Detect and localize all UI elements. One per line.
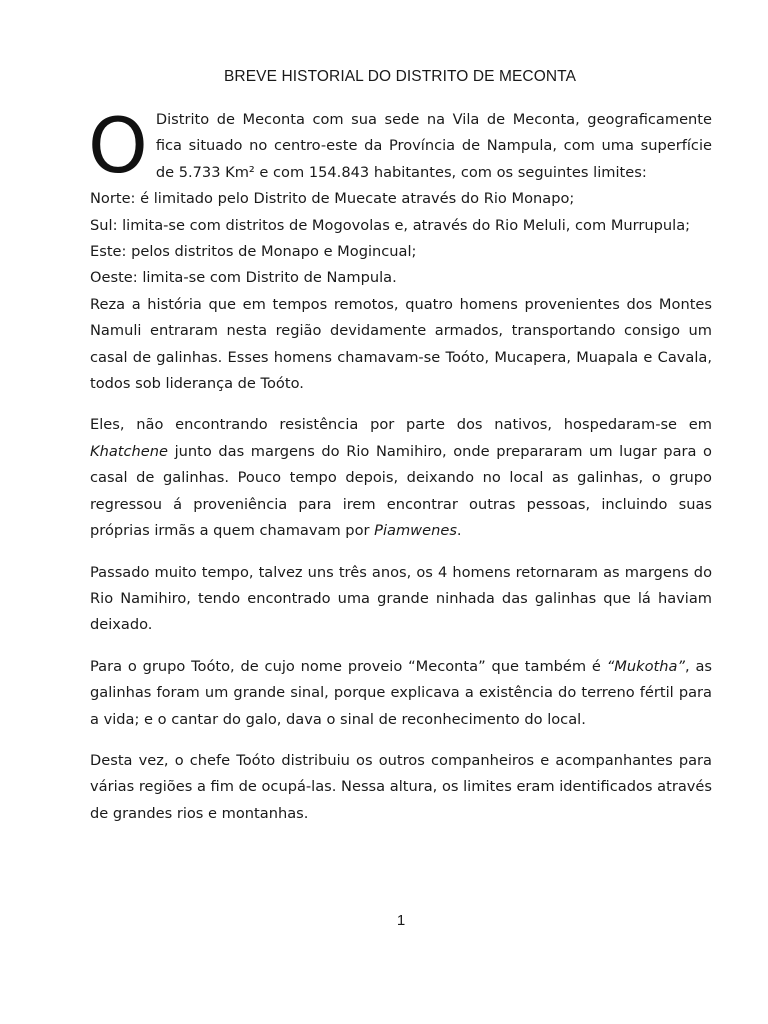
name-origin-paragraph xyxy=(90,654,712,733)
page-number: 1 xyxy=(396,912,406,929)
nativos-text-3: . xyxy=(456,522,462,540)
document-title: BREVE HISTORIAL DO DISTRITO DE MECONTA xyxy=(223,68,577,85)
nativos-text-1: Eles, não encontrando resistência por parte dos nativos, hospedaram-se em xyxy=(90,416,712,434)
name-origin-text-2: , as galinhas foram um grande sinal, porque explicava a existência do terreno fértil para a vida; e o cantar do galo, dava o sinal de reconhecimento do local. xyxy=(90,657,712,728)
nativos-text-2: junto das margens do Rio Namihiro, onde prepararam um lugar para o casal de galinhas. Pouco tempo depois, deixando no local as galinhas, o grupo regressou á proveniência para irem encontrar outras pessoas, incluindo suas próprias irmãs a quem chamavam por xyxy=(90,442,712,540)
name-origin-text-1: Para o grupo Toóto, de cujo nome proveio “Meconta” que também é xyxy=(90,657,607,675)
intro-paragraph xyxy=(88,101,712,190)
limit-south: Sul: limita-se com distritos de Mogovolas e, através do Rio Meluli, com Murrupula; xyxy=(90,216,691,234)
nativos-paragraph xyxy=(90,412,712,544)
limit-north: Norte: é limitado pelo Distrito de Muecate através do Rio Monapo; xyxy=(90,190,575,208)
term-mukotha: “Mukotha” xyxy=(606,657,685,675)
distribution-paragraph: Desta vez, o chefe Toóto distribuiu os outros companheiros e acompanhantes para várias regiões a fim de ocupá-las. Nessa altura, os limites eram identificados através de grandes rios e montanhas. xyxy=(90,751,712,822)
document-body xyxy=(88,101,712,827)
term-piamwenes: Piamwenes xyxy=(374,522,457,540)
place-name-khatchene: Khatchene xyxy=(90,442,168,460)
history-paragraph: Reza a história que em tempos remotos, quatro homens provenientes dos Montes Namuli entraram nesta região devidamente armados, transportando consigo um casal de galinhas. Esses homens chamavam-se Toóto, Mucapera, Muapala e Cavala, todos sob liderança de Toóto. xyxy=(90,295,712,393)
return-paragraph: Passado muito tempo, talvez uns três anos, os 4 homens retornaram as margens do Rio Namihiro, tendo encontrado uma grande ninhada das galinhas que lá haviam deixado. xyxy=(90,563,712,634)
limit-west: Oeste: limita-se com Distrito de Nampula. xyxy=(90,269,397,287)
intro-text: Distrito de Meconta com sua sede na Vila de Meconta, geograficamente fica situado no centro-este da Província de Nampula, com uma superfície de 5.733 Km² e com 154.843 habitantes, com os seguintes limites: xyxy=(155,111,712,181)
limit-east: Este: pelos distritos de Monapo e Mogincual; xyxy=(90,243,417,261)
drop-cap-letter: O xyxy=(88,101,148,190)
